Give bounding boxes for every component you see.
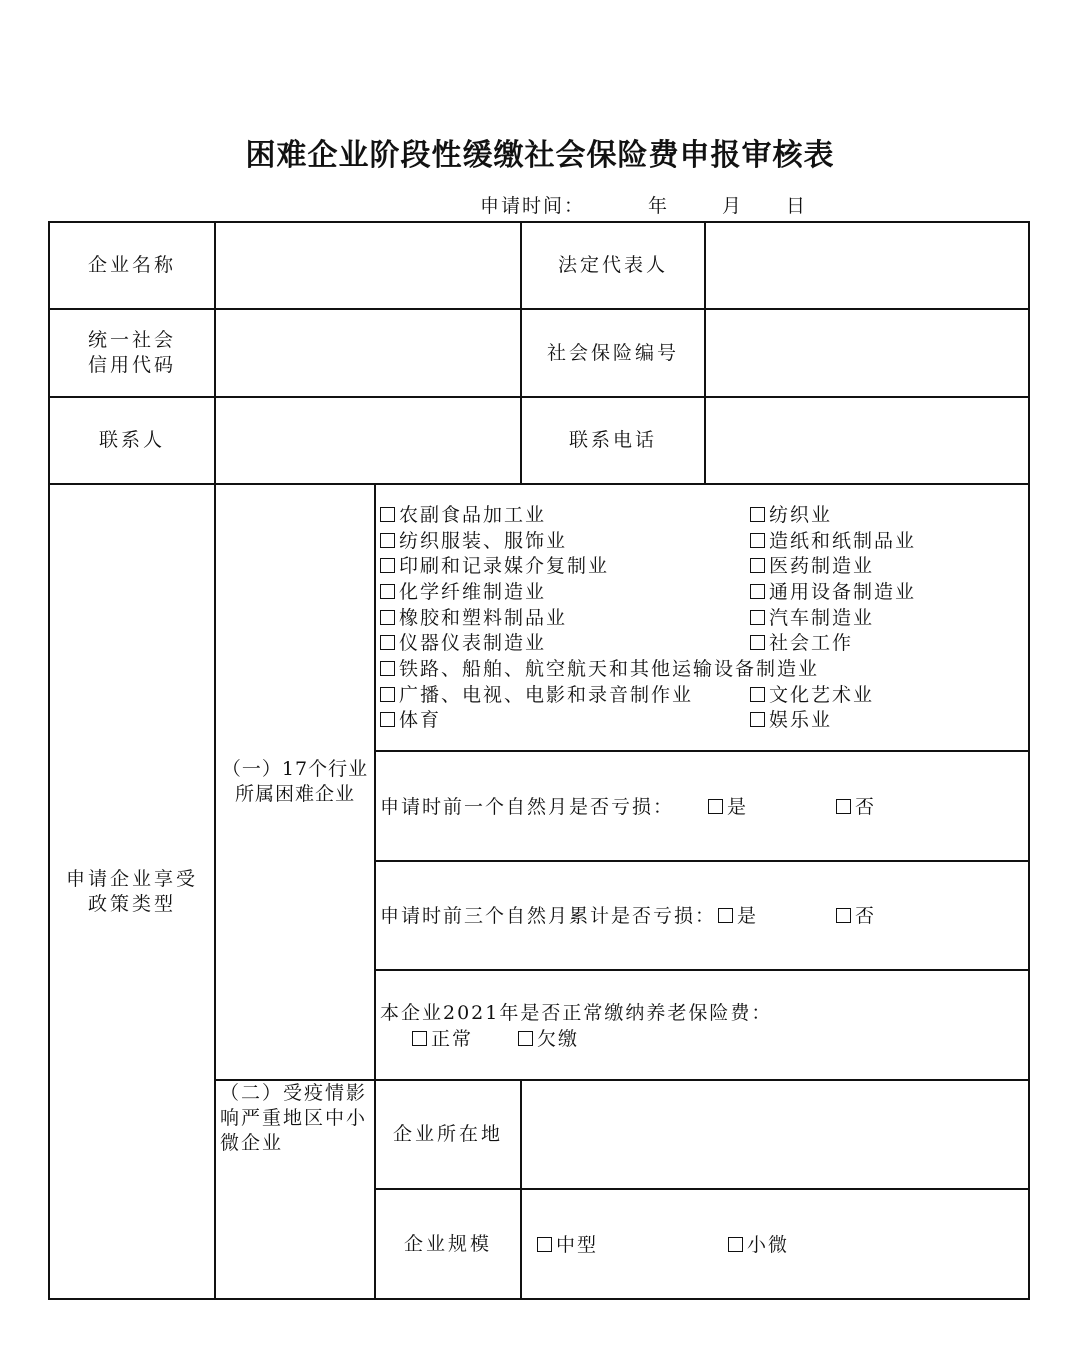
q1-no-option[interactable]: 否 <box>836 795 876 820</box>
category-2-line1: （二）受疫情影 <box>220 1082 368 1104</box>
policy-type-label <box>50 485 214 1298</box>
credit-code-label <box>50 310 214 396</box>
scale-medium-option[interactable]: 中型 <box>537 1233 598 1258</box>
scale-small-micro-option[interactable]: 小微 <box>728 1233 789 1258</box>
category-1-line1: （一）17个行业 <box>221 758 369 780</box>
checkbox-icon[interactable] <box>380 610 395 625</box>
company-name-label: 企业名称 <box>87 254 176 276</box>
checkbox-icon[interactable] <box>750 687 765 702</box>
checkbox-icon[interactable] <box>380 687 395 702</box>
date-month: 月 <box>722 195 744 217</box>
company-location-label: 企业所在地 <box>392 1123 503 1145</box>
credit-code-label-line1: 统一社会 <box>87 329 176 351</box>
checkbox-icon[interactable] <box>380 661 395 676</box>
industry-option[interactable]: 娱乐业 <box>750 708 832 733</box>
question-three-months-loss: 申请时前三个自然月累计是否亏损： <box>380 905 717 927</box>
q2-yes-option[interactable]: 是 <box>718 904 758 929</box>
industry-option[interactable]: 农副食品加工业 <box>380 503 546 528</box>
date-label: 申请时间： <box>480 195 586 217</box>
checkbox-icon[interactable] <box>750 635 765 650</box>
industry-option[interactable]: 文化艺术业 <box>750 683 874 708</box>
q1-yes-option[interactable]: 是 <box>708 795 748 820</box>
checkbox-icon[interactable] <box>750 610 765 625</box>
checkbox-icon[interactable] <box>750 533 765 548</box>
contact-person-field[interactable] <box>216 398 520 483</box>
category-17-industries-label <box>216 485 374 1079</box>
industry-option[interactable]: 体育 <box>380 708 441 733</box>
company-location-field[interactable] <box>522 1081 1028 1188</box>
industry-option[interactable]: 通用设备制造业 <box>750 580 916 605</box>
pension-normal-option[interactable]: 正常 <box>412 1027 473 1052</box>
category-2-line3: 微企业 <box>220 1132 284 1154</box>
date-year: 年 <box>648 195 670 217</box>
date-day: 日 <box>786 195 808 217</box>
company-name-field[interactable] <box>216 223 520 308</box>
company-scale-label: 企业规模 <box>403 1232 492 1255</box>
checkbox-icon[interactable] <box>380 533 395 548</box>
checkbox-icon[interactable] <box>750 584 765 599</box>
policy-type-label-line2: 政策类型 <box>87 892 176 915</box>
checkbox-icon[interactable] <box>750 712 765 727</box>
checkbox-icon[interactable] <box>537 1237 552 1252</box>
contact-phone-field[interactable] <box>706 398 1028 483</box>
industry-option[interactable]: 社会工作 <box>750 631 853 656</box>
checkbox-icon[interactable] <box>518 1031 533 1046</box>
checkbox-icon[interactable] <box>718 908 733 923</box>
category-epidemic-sme-label <box>220 1081 374 1298</box>
industry-option[interactable]: 汽车制造业 <box>750 606 874 631</box>
social-insurance-no-label: 社会保险编号 <box>546 341 679 364</box>
industry-option[interactable]: 纺织业 <box>750 503 832 528</box>
social-insurance-no-field[interactable] <box>706 310 1028 396</box>
credit-code-label-line2: 信用代码 <box>87 354 176 376</box>
checkbox-icon[interactable] <box>412 1031 427 1046</box>
industry-option[interactable]: 印刷和记录媒介复制业 <box>380 554 609 579</box>
industry-option[interactable]: 造纸和纸制品业 <box>750 529 916 554</box>
industry-option[interactable]: 化学纤维制造业 <box>380 580 546 605</box>
credit-code-field[interactable] <box>216 310 520 396</box>
form-title: 困难企业阶段性缓缴社会保险费申报审核表 <box>245 138 835 173</box>
checkbox-icon[interactable] <box>836 799 851 814</box>
checkbox-icon[interactable] <box>380 712 395 727</box>
industry-option[interactable]: 医药制造业 <box>750 554 874 579</box>
checkbox-icon[interactable] <box>836 908 851 923</box>
contact-person-label: 联系人 <box>98 429 165 451</box>
industry-option[interactable]: 铁路、船舶、航空航天和其他运输设备制造业 <box>380 657 819 682</box>
checkbox-icon[interactable] <box>380 558 395 573</box>
checkbox-icon[interactable] <box>750 558 765 573</box>
industry-option[interactable]: 纺织服装、服饰业 <box>380 529 567 554</box>
policy-type-label-line1: 申请企业享受 <box>65 867 198 890</box>
category-1-line2: 所属困难企业 <box>234 783 355 805</box>
q2-no-option[interactable]: 否 <box>836 904 876 929</box>
checkbox-icon[interactable] <box>380 635 395 650</box>
legal-rep-label: 法定代表人 <box>557 254 668 276</box>
checkbox-icon[interactable] <box>380 507 395 522</box>
contact-phone-label: 联系电话 <box>568 429 657 451</box>
question-prev-month-loss: 申请时前一个自然月是否亏损： <box>380 796 675 818</box>
industry-option[interactable]: 广播、电视、电影和录音制作业 <box>380 683 693 708</box>
pension-arrears-option[interactable]: 欠缴 <box>518 1027 579 1052</box>
checkbox-icon[interactable] <box>750 507 765 522</box>
question-pension-payment: 本企业2021年是否正常缴纳养老保险费： <box>380 1002 773 1024</box>
checkbox-icon[interactable] <box>380 584 395 599</box>
checkbox-icon[interactable] <box>728 1237 743 1252</box>
industry-option[interactable]: 仪器仪表制造业 <box>380 631 546 656</box>
legal-rep-field[interactable] <box>706 223 1028 308</box>
industry-option[interactable]: 橡胶和塑料制品业 <box>380 606 567 631</box>
checkbox-icon[interactable] <box>708 799 723 814</box>
category-2-line2: 响严重地区中小 <box>220 1107 368 1129</box>
